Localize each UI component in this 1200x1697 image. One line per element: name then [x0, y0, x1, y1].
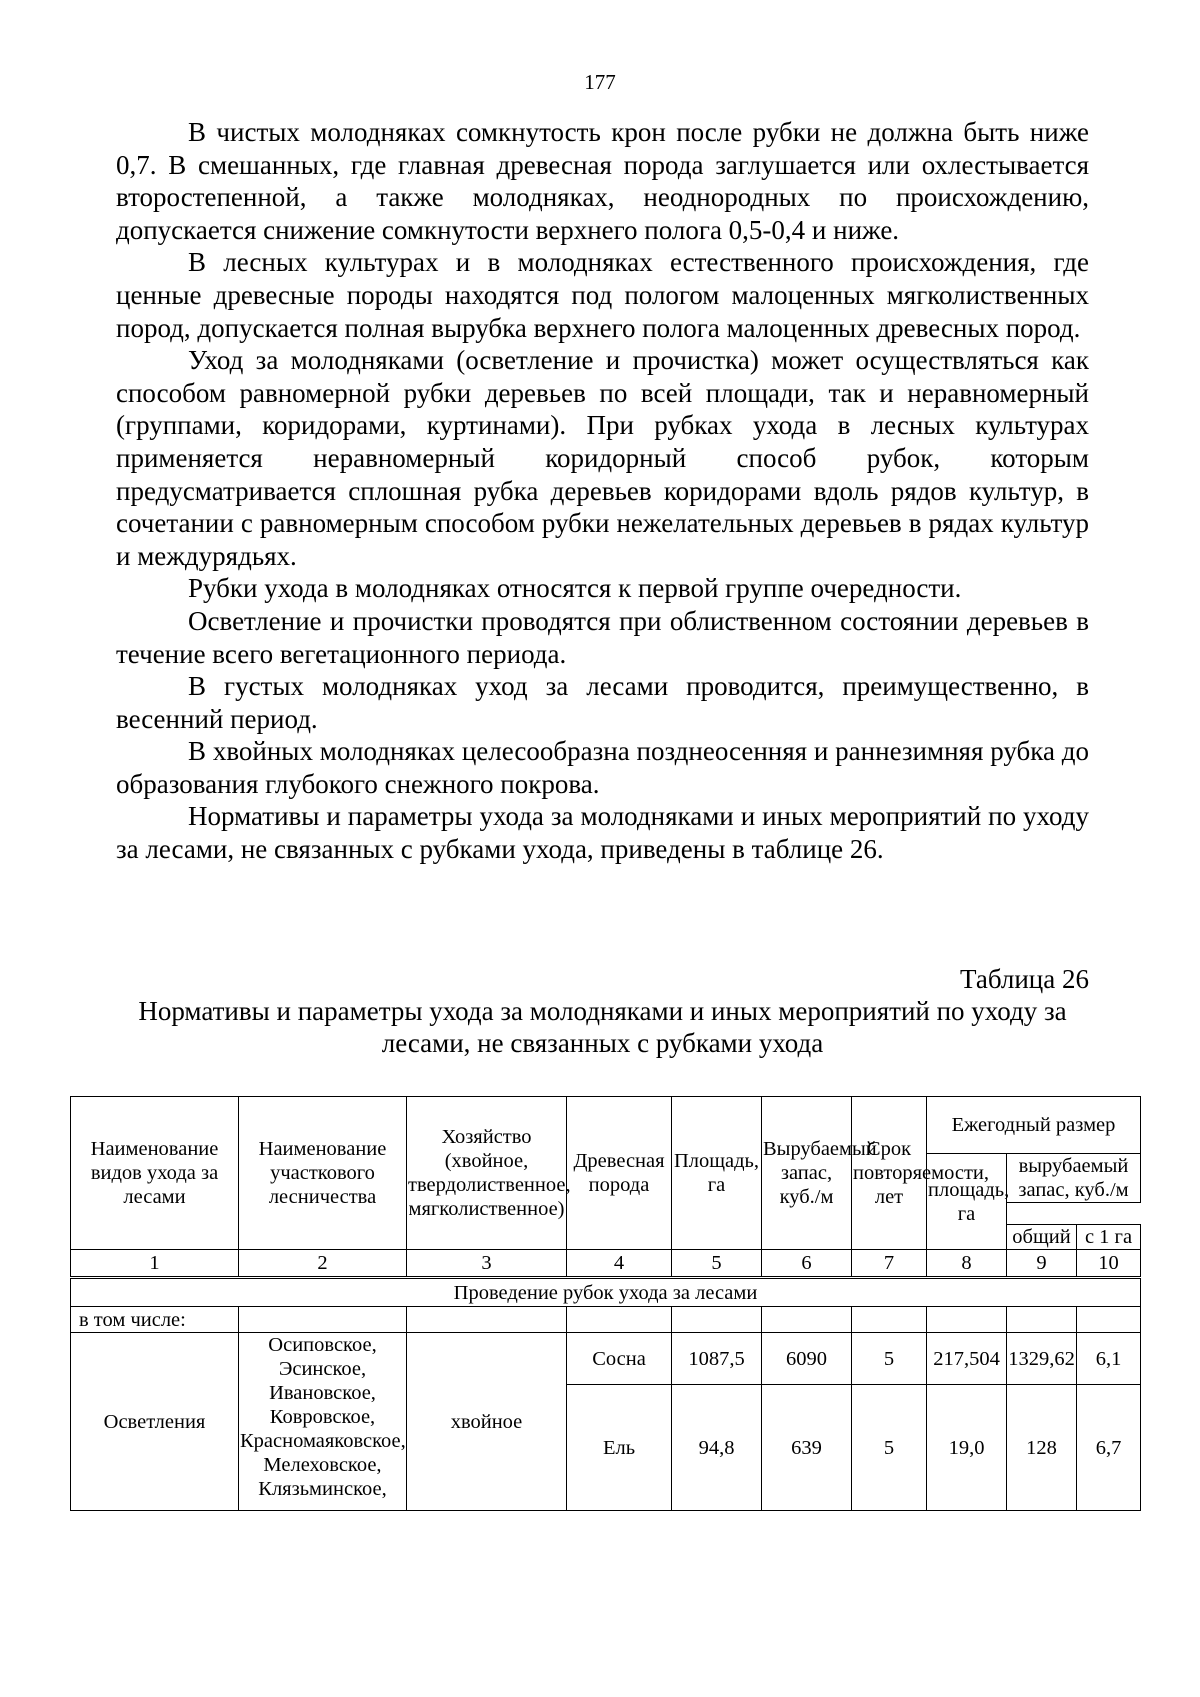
- paragraph: В чистых молодняках сомкнутость крон после рубки не должна быть ниже 0,7. В смешанных, где главная древесная порода заглушается или охлестывается второстепенной, а также молодняках, неоднородных по происхождению, допускается снижение сомкнутости верхнего полога 0,5-0,4 и ниже.: [116, 117, 1089, 245]
- header-forestry: Наименование участкового лесничества: [239, 1097, 407, 1250]
- column-number: 6: [762, 1250, 852, 1278]
- care-type-cell: Осветления: [71, 1333, 239, 1511]
- annual-area-cell: 217,504: [927, 1333, 1007, 1385]
- table-number: Таблица 26: [960, 964, 1089, 994]
- header-annual-stock: вырубаемый запас, куб./м: [1007, 1154, 1141, 1203]
- header-annual-total: общий: [1007, 1225, 1077, 1250]
- column-number: 8: [927, 1250, 1007, 1278]
- annual-area-cell: 19,0: [927, 1385, 1007, 1511]
- area-cell: 1087,5: [672, 1333, 762, 1385]
- header-period: Срок повторяемости, лет: [852, 1097, 927, 1250]
- forestries-cell: Осиповское, Эсинское, Ивановское, Ковровское, Красномаяковское, Мелеховское, Клязьминское,: [239, 1333, 407, 1511]
- data-table: [70, 1096, 1141, 1511]
- column-number: 5: [672, 1250, 762, 1278]
- stock-cell: 639: [762, 1385, 852, 1511]
- paragraph: Осветление и прочистки проводятся при облиственном состоянии деревьев в течение всего вегетационного периода.: [116, 605, 1089, 669]
- header-economy: Хозяйство (хвойное, твердолиственное, мягколиственное): [407, 1097, 567, 1250]
- economy-cell: хвойное: [407, 1333, 567, 1511]
- column-number: 7: [852, 1250, 927, 1278]
- header-annual-size: Ежегодный размер: [927, 1097, 1141, 1154]
- column-number: 1: [71, 1250, 239, 1278]
- column-number: 10: [1077, 1250, 1141, 1278]
- species-cell: Ель: [567, 1385, 672, 1511]
- in-that-number-label: в том числе:: [71, 1307, 239, 1333]
- area-cell: 94,8: [672, 1385, 762, 1511]
- header-care-type: Наименование видов ухода за лесами: [71, 1097, 239, 1250]
- stock-cell: 6090: [762, 1333, 852, 1385]
- period-cell: 5: [852, 1333, 927, 1385]
- paragraph: В лесных культурах и в молодняках естественного происхождения, где ценные древесные породы находятся под пологом малоценных мягколиственных пород, допускается полная вырубка верхнего полога малоценных древесных пород.: [116, 247, 1089, 343]
- paragraph: В хвойных молодняках целесообразна позднеосенняя и раннезимняя рубка до образования глубокого снежного покрова.: [116, 736, 1089, 799]
- page-number: 177: [584, 70, 616, 94]
- table-title: Нормативы и параметры ухода за молодняками и иных мероприятий по уходу за лесами, не связанных с рубками ухода: [138, 996, 1067, 1058]
- body-text: [116, 116, 1089, 866]
- paragraph: В густых молодняках уход за лесами проводится, преимущественно, в весенний период.: [116, 671, 1089, 734]
- header-annual-area: площадь, га: [927, 1154, 1007, 1250]
- annual-total-cell: 1329,62: [1007, 1333, 1077, 1385]
- annual-total-cell: 128: [1007, 1385, 1077, 1511]
- paragraph: Рубки ухода в молодняках относятся к первой группе очередности.: [188, 573, 962, 604]
- annual-per-ha-cell: 6,1: [1077, 1333, 1141, 1385]
- column-number: 4: [567, 1250, 672, 1278]
- header-area: Площадь, га: [672, 1097, 762, 1250]
- column-number: 3: [407, 1250, 567, 1278]
- column-number: 9: [1007, 1250, 1077, 1278]
- paragraph: Нормативы и параметры ухода за молодняками и иных мероприятий по уходу за лесами, не связанных с рубками ухода, приведены в таблице 26.: [116, 801, 1089, 865]
- header-annual-per-ha: с 1 га: [1077, 1225, 1141, 1250]
- period-cell: 5: [852, 1385, 927, 1511]
- species-cell: Сосна: [567, 1333, 672, 1385]
- header-species: Древесная порода: [567, 1097, 672, 1250]
- section-title: Проведение рубок ухода за лесами: [71, 1278, 1141, 1307]
- header-stock: Вырубаемый запас, куб./м: [762, 1097, 852, 1250]
- column-number: 2: [239, 1250, 407, 1278]
- annual-per-ha-cell: 6,7: [1077, 1385, 1141, 1511]
- paragraph: Уход за молодняками (осветление и прочистка) может осуществляться как способом равномерной рубки деревьев по всей площади, так и неравномерный (группами, коридорами, куртинами). При рубках ухода в лесных культурах применяется неравномерный коридорный способ рубок, которым предусматривается сплошная рубка деревьев коридорами вдоль рядов культур, в сочетании с равномерным способом рубки нежелательных деревьев в рядах культур и междурядьях.: [116, 345, 1089, 571]
